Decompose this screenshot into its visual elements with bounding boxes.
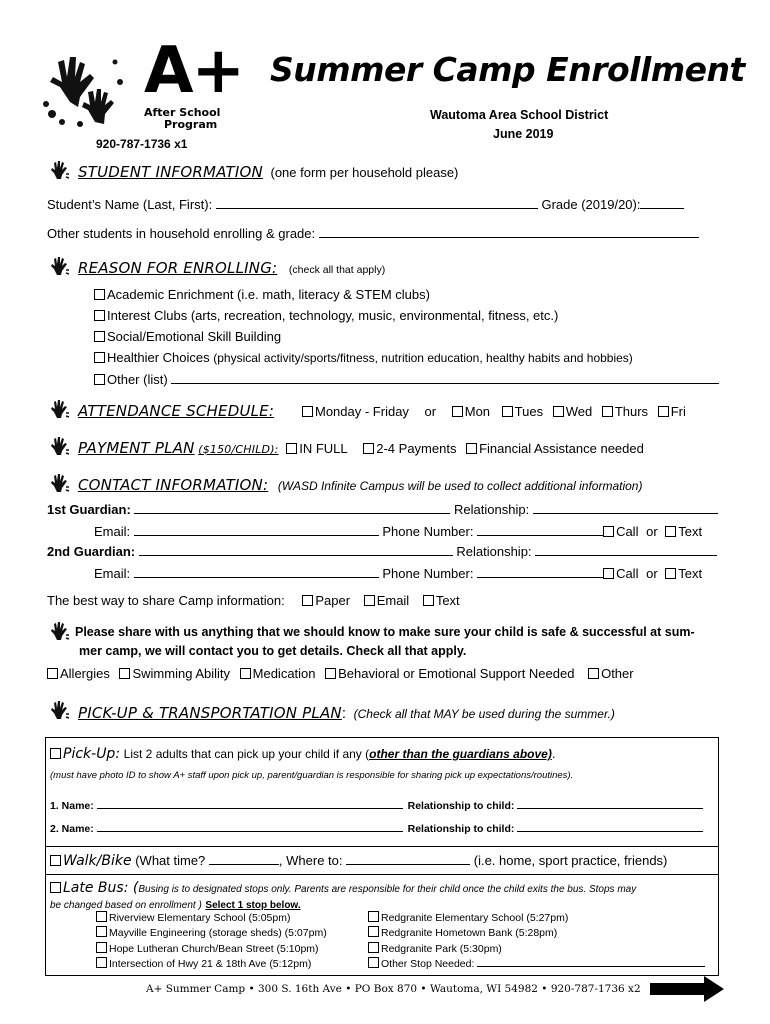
name2-label: 2. Name:: [50, 823, 94, 835]
reason-healthier-checkbox[interactable]: [94, 352, 105, 363]
other-checkbox[interactable]: [588, 668, 599, 679]
day-checkbox[interactable]: [602, 406, 613, 417]
guardian2-phone-field[interactable]: [477, 565, 603, 578]
day-checkbox[interactable]: [658, 406, 669, 417]
walk-label: Walk/Bike: [63, 853, 132, 869]
stop-label: Redgranite Hometown Bank (5:28pm): [381, 927, 558, 940]
payment-option: 2-4 Payments: [376, 441, 457, 456]
attendance-heading: ATTENDANCE SCHEDULE:: [78, 402, 275, 420]
walk-time-field[interactable]: [209, 852, 279, 865]
walk-time-label: (What time?: [135, 853, 206, 868]
pickup-label: Pick-Up:: [63, 746, 121, 762]
guardian1-email-field[interactable]: [134, 523, 379, 536]
reason-option: Social/Emotional Skill Building: [107, 329, 282, 344]
reason-social-checkbox[interactable]: [94, 331, 105, 342]
stop-label: Riverview Elementary School (5:05pm): [109, 912, 291, 924]
day-label: Thurs: [614, 404, 649, 419]
text-label: Text: [678, 524, 703, 539]
reason-other-checkbox[interactable]: [94, 374, 105, 385]
student-name-label: Student’s Name (Last, First):: [47, 197, 213, 212]
safety-option: Other: [601, 666, 634, 681]
pickup-checkbox[interactable]: [50, 748, 61, 759]
stop-label: Mayville Engineering (storage sheds) (5:07pm): [109, 927, 327, 940]
hand-pointer-icon: [48, 256, 70, 276]
reason-interest-checkbox[interactable]: [94, 310, 105, 321]
student-heading: STUDENT INFORMATION: [78, 163, 263, 181]
reason-note: (check all that apply): [288, 264, 386, 276]
call-checkbox[interactable]: [603, 526, 614, 537]
text-checkbox[interactable]: [665, 568, 676, 579]
walk-end: (i.e. home, sport practice, friends): [473, 853, 668, 868]
grade-field[interactable]: [640, 196, 684, 209]
pickup-rel2-field[interactable]: [517, 821, 703, 832]
logo-phone: 920-787-1736 x1: [96, 137, 188, 151]
pickup-name1-field[interactable]: [97, 798, 403, 809]
bus-note2: be changed based on enrollment ): [50, 900, 202, 911]
reason-academic-checkbox[interactable]: [94, 289, 105, 300]
guardian2-field[interactable]: [139, 543, 453, 556]
stop-checkbox[interactable]: [368, 911, 379, 922]
guardian2-relationship-field[interactable]: [535, 543, 717, 556]
stop-label: Redgranite Elementary School (5:27pm): [381, 912, 569, 924]
stop-checkbox[interactable]: [96, 926, 107, 937]
student-name-field[interactable]: [216, 196, 538, 209]
handprints-icon: [40, 42, 130, 132]
safety-option: Medication: [252, 666, 316, 681]
phone-label: Phone Number:: [382, 566, 474, 581]
text-checkbox[interactable]: [665, 526, 676, 537]
allergies-checkbox[interactable]: [47, 668, 58, 679]
reason-option: Other (list): [107, 372, 168, 387]
guardian1-phone-field[interactable]: [477, 523, 603, 536]
relationship-label: Relationship:: [456, 544, 532, 559]
guardian1-field[interactable]: [134, 501, 450, 514]
stop-label: Intersection of Hwy 21 & 18th Ave (5:12pm): [109, 957, 312, 970]
late-bus-checkbox[interactable]: [50, 882, 61, 893]
stop-checkbox[interactable]: [368, 942, 379, 953]
student-note: (one form per household please): [270, 165, 459, 180]
grade-label: Grade (2019/20):: [541, 197, 641, 212]
payment-installments-checkbox[interactable]: [363, 443, 374, 454]
payment-assistance-checkbox[interactable]: [466, 443, 477, 454]
pickup-end: .: [551, 746, 556, 761]
page-title: Summer Camp Enrollment: [270, 50, 745, 89]
healthier-detail: (physical activity/sports/fitness, nutrition education, healthy habits and hobbies): [213, 351, 633, 365]
other-students-label: Other students in household enrolling & grade:: [47, 226, 316, 241]
medication-checkbox[interactable]: [240, 668, 251, 679]
or-label: or: [646, 566, 658, 581]
name1-label: 1. Name:: [50, 800, 94, 812]
stop-label: Hope Lutheran Church/Bean Street (5:10pm): [109, 942, 319, 955]
reason-option: Academic Enrichment (i.e. math, literacy & STEM clubs): [107, 287, 430, 302]
bus-label: Late Bus: (: [63, 880, 139, 896]
reason-option: Interest Clubs (arts, recreation, technology, music, environmental, fitness, etc.): [107, 308, 559, 323]
share-label: The best way to share Camp information:: [47, 593, 285, 608]
day-label: Fri: [670, 404, 686, 419]
stop-checkbox[interactable]: [368, 957, 379, 968]
pickup-heading: PICK-UP & TRANSPORTATION PLAN: [78, 704, 342, 722]
share-option: Text: [435, 593, 460, 608]
stop-checkbox[interactable]: [96, 942, 107, 953]
other-students-field[interactable]: [319, 225, 699, 238]
payment-option: Financial Assistance needed: [479, 441, 644, 456]
monday-friday-label: Monday - Friday: [315, 404, 409, 419]
pickup-rel1-field[interactable]: [517, 798, 703, 809]
share-email-checkbox[interactable]: [364, 595, 375, 606]
payment-heading: PAYMENT PLAN: [78, 439, 195, 457]
share-paper-checkbox[interactable]: [302, 595, 313, 606]
logo-line1: After School: [144, 106, 221, 119]
day-label: Tues: [514, 404, 544, 419]
walk-where-field[interactable]: [346, 852, 470, 865]
hand-pointer-icon: [48, 436, 70, 456]
text-label: Text: [678, 566, 703, 581]
guardian1-label: 1st Guardian:: [47, 502, 131, 517]
guardian2-label: 2nd Guardian:: [47, 544, 136, 559]
call-label: Call: [616, 524, 639, 539]
walk-bike-box: [45, 846, 719, 875]
day-label: Mon: [464, 404, 491, 419]
pickup-text: List 2 adults that can pick up your child if any (: [123, 747, 370, 761]
photo-note: (must have photo ID to show A+ staff upon pick up, parent/guardian is responsible for sharing pick up expectations/routines).: [50, 770, 574, 781]
logo-line2: Program: [164, 118, 218, 131]
safety-line1: Please share with us anything that we should know to make sure your child is safe & successful at sum-: [75, 625, 695, 639]
swimming-checkbox[interactable]: [119, 668, 130, 679]
safety-line2: mer camp, we will contact you to get details. Check all that apply.: [79, 644, 467, 658]
bus-select: Select 1 stop below.: [205, 900, 301, 911]
share-text-checkbox[interactable]: [423, 595, 434, 606]
hand-pointer-icon: [48, 621, 70, 641]
payment-full-checkbox[interactable]: [286, 443, 297, 454]
pickup-name2-field[interactable]: [97, 821, 403, 832]
stop-checkbox[interactable]: [368, 926, 379, 937]
email-label: Email:: [94, 524, 131, 539]
reason-option: Healthier Choices: [107, 350, 210, 365]
hand-pointer-icon: [48, 399, 70, 419]
call-checkbox[interactable]: [603, 568, 614, 579]
footer-address: A+ Summer Camp • 300 S. 16th Ave • PO Box 870 • Wautoma, WI 54982 • 920-787-1736 x2: [146, 983, 641, 995]
other-stop-field[interactable]: [477, 957, 705, 967]
hand-pointer-icon: [48, 473, 70, 493]
behavioral-checkbox[interactable]: [325, 668, 336, 679]
day-label: Wed: [565, 404, 593, 419]
pickup-emph: other than the guardians above): [369, 747, 552, 761]
walk-bike-checkbox[interactable]: [50, 855, 61, 866]
arrow-right-icon: [650, 976, 726, 1002]
hand-pointer-icon: [48, 700, 70, 720]
phone-label: Phone Number:: [382, 524, 474, 539]
safety-option: Behavioral or Emotional Support Needed: [338, 666, 575, 681]
stop-label: Redgranite Park (5:30pm): [381, 942, 502, 955]
bus-note1: Busing is to designated stops only. Parents are responsible for their child once the child exits the bus. Stops may: [138, 884, 637, 895]
district-name: Wautoma Area School District: [430, 108, 609, 122]
walk-where-label: , Where to:: [278, 853, 343, 868]
rel-child-label: Relationship to child:: [407, 823, 515, 835]
contact-note: (WASD Infinite Campus will be used to collect additional information): [277, 479, 643, 493]
payment-option: IN FULL: [299, 441, 348, 456]
contact-heading: CONTACT INFORMATION:: [78, 476, 269, 494]
attendance-or: or: [424, 404, 437, 419]
reason-other-field[interactable]: [171, 371, 719, 384]
monday-friday-checkbox[interactable]: [302, 406, 313, 417]
logo: [40, 34, 250, 132]
reason-heading: REASON FOR ENROLLING:: [78, 259, 278, 277]
guardian1-relationship-field[interactable]: [533, 501, 718, 514]
share-option: Paper: [315, 593, 351, 608]
day-checkbox[interactable]: [553, 406, 564, 417]
logo-letter: A+: [144, 34, 244, 108]
stop-label: Other Stop Needed:: [381, 957, 475, 970]
day-checkbox[interactable]: [452, 406, 463, 417]
form-date: June 2019: [493, 127, 554, 141]
email-label: Email:: [94, 566, 131, 581]
hand-pointer-icon: [48, 160, 70, 180]
share-option: Email: [376, 593, 410, 608]
safety-option: Allergies: [60, 666, 110, 681]
day-checkbox[interactable]: [502, 406, 513, 417]
pickup-note: (Check all that MAY be used during the summer.): [353, 707, 615, 721]
stop-checkbox[interactable]: [96, 957, 107, 968]
relationship-label: Relationship:: [454, 502, 530, 517]
payment-price: ($150/CHILD):: [198, 443, 279, 456]
pickup-box: [45, 737, 719, 847]
call-label: Call: [616, 566, 639, 581]
safety-option: Swimming Ability: [132, 666, 231, 681]
stop-checkbox[interactable]: [96, 911, 107, 922]
guardian2-email-field[interactable]: [134, 565, 379, 578]
rel-child-label: Relationship to child:: [407, 800, 515, 812]
late-bus-box: [45, 874, 719, 976]
or-label: or: [646, 524, 658, 539]
